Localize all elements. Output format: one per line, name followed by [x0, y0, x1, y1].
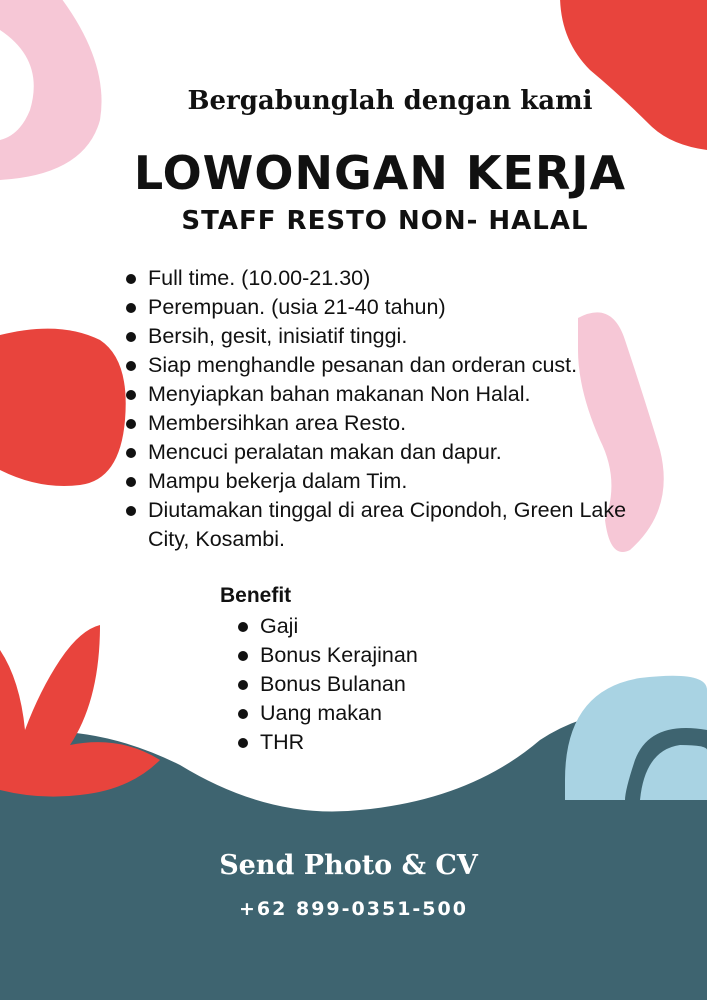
benefit-list	[236, 612, 418, 757]
benefit-item: Gaji	[236, 612, 418, 641]
benefit-item: Uang makan	[236, 699, 418, 728]
requirements-list	[124, 264, 664, 554]
red-blob-left-shape	[0, 329, 126, 486]
requirement-item: Perempuan. (usia 21-40 tahun)	[124, 293, 664, 322]
requirement-item: Diutamakan tinggal di area Cipondoh, Green Lake City, Kosambi.	[124, 496, 664, 554]
requirement-item: Bersih, gesit, inisiatif tinggi.	[124, 322, 664, 351]
benefit-item: Bonus Kerajinan	[236, 641, 418, 670]
requirement-item: Siap menghandle pesanan dan orderan cust.	[124, 351, 664, 380]
requirement-item: Membersihkan area Resto.	[124, 409, 664, 438]
requirement-item: Mencuci peralatan makan dan dapur.	[124, 438, 664, 467]
page-title: LOWONGAN KERJA	[133, 146, 627, 200]
red-leaf-shape	[0, 625, 160, 797]
position-subtitle: STAFF RESTO NON- HALAL	[181, 206, 589, 236]
red-blob-top-shape	[560, 0, 707, 150]
requirement-item: Full time. (10.00-21.30)	[124, 264, 664, 293]
benefit-heading: Benefit	[220, 584, 292, 607]
benefit-item: Bonus Bulanan	[236, 670, 418, 699]
requirement-item: Menyiapkan bahan makanan Non Halal.	[124, 380, 664, 409]
tagline: Bergabunglah dengan kami	[187, 86, 593, 116]
phone-number: +62 899-0351-500	[239, 898, 468, 920]
send-cv-heading: Send Photo & CV	[219, 850, 478, 881]
benefit-item: THR	[236, 728, 418, 757]
requirement-item: Mampu bekerja dalam Tim.	[124, 467, 664, 496]
